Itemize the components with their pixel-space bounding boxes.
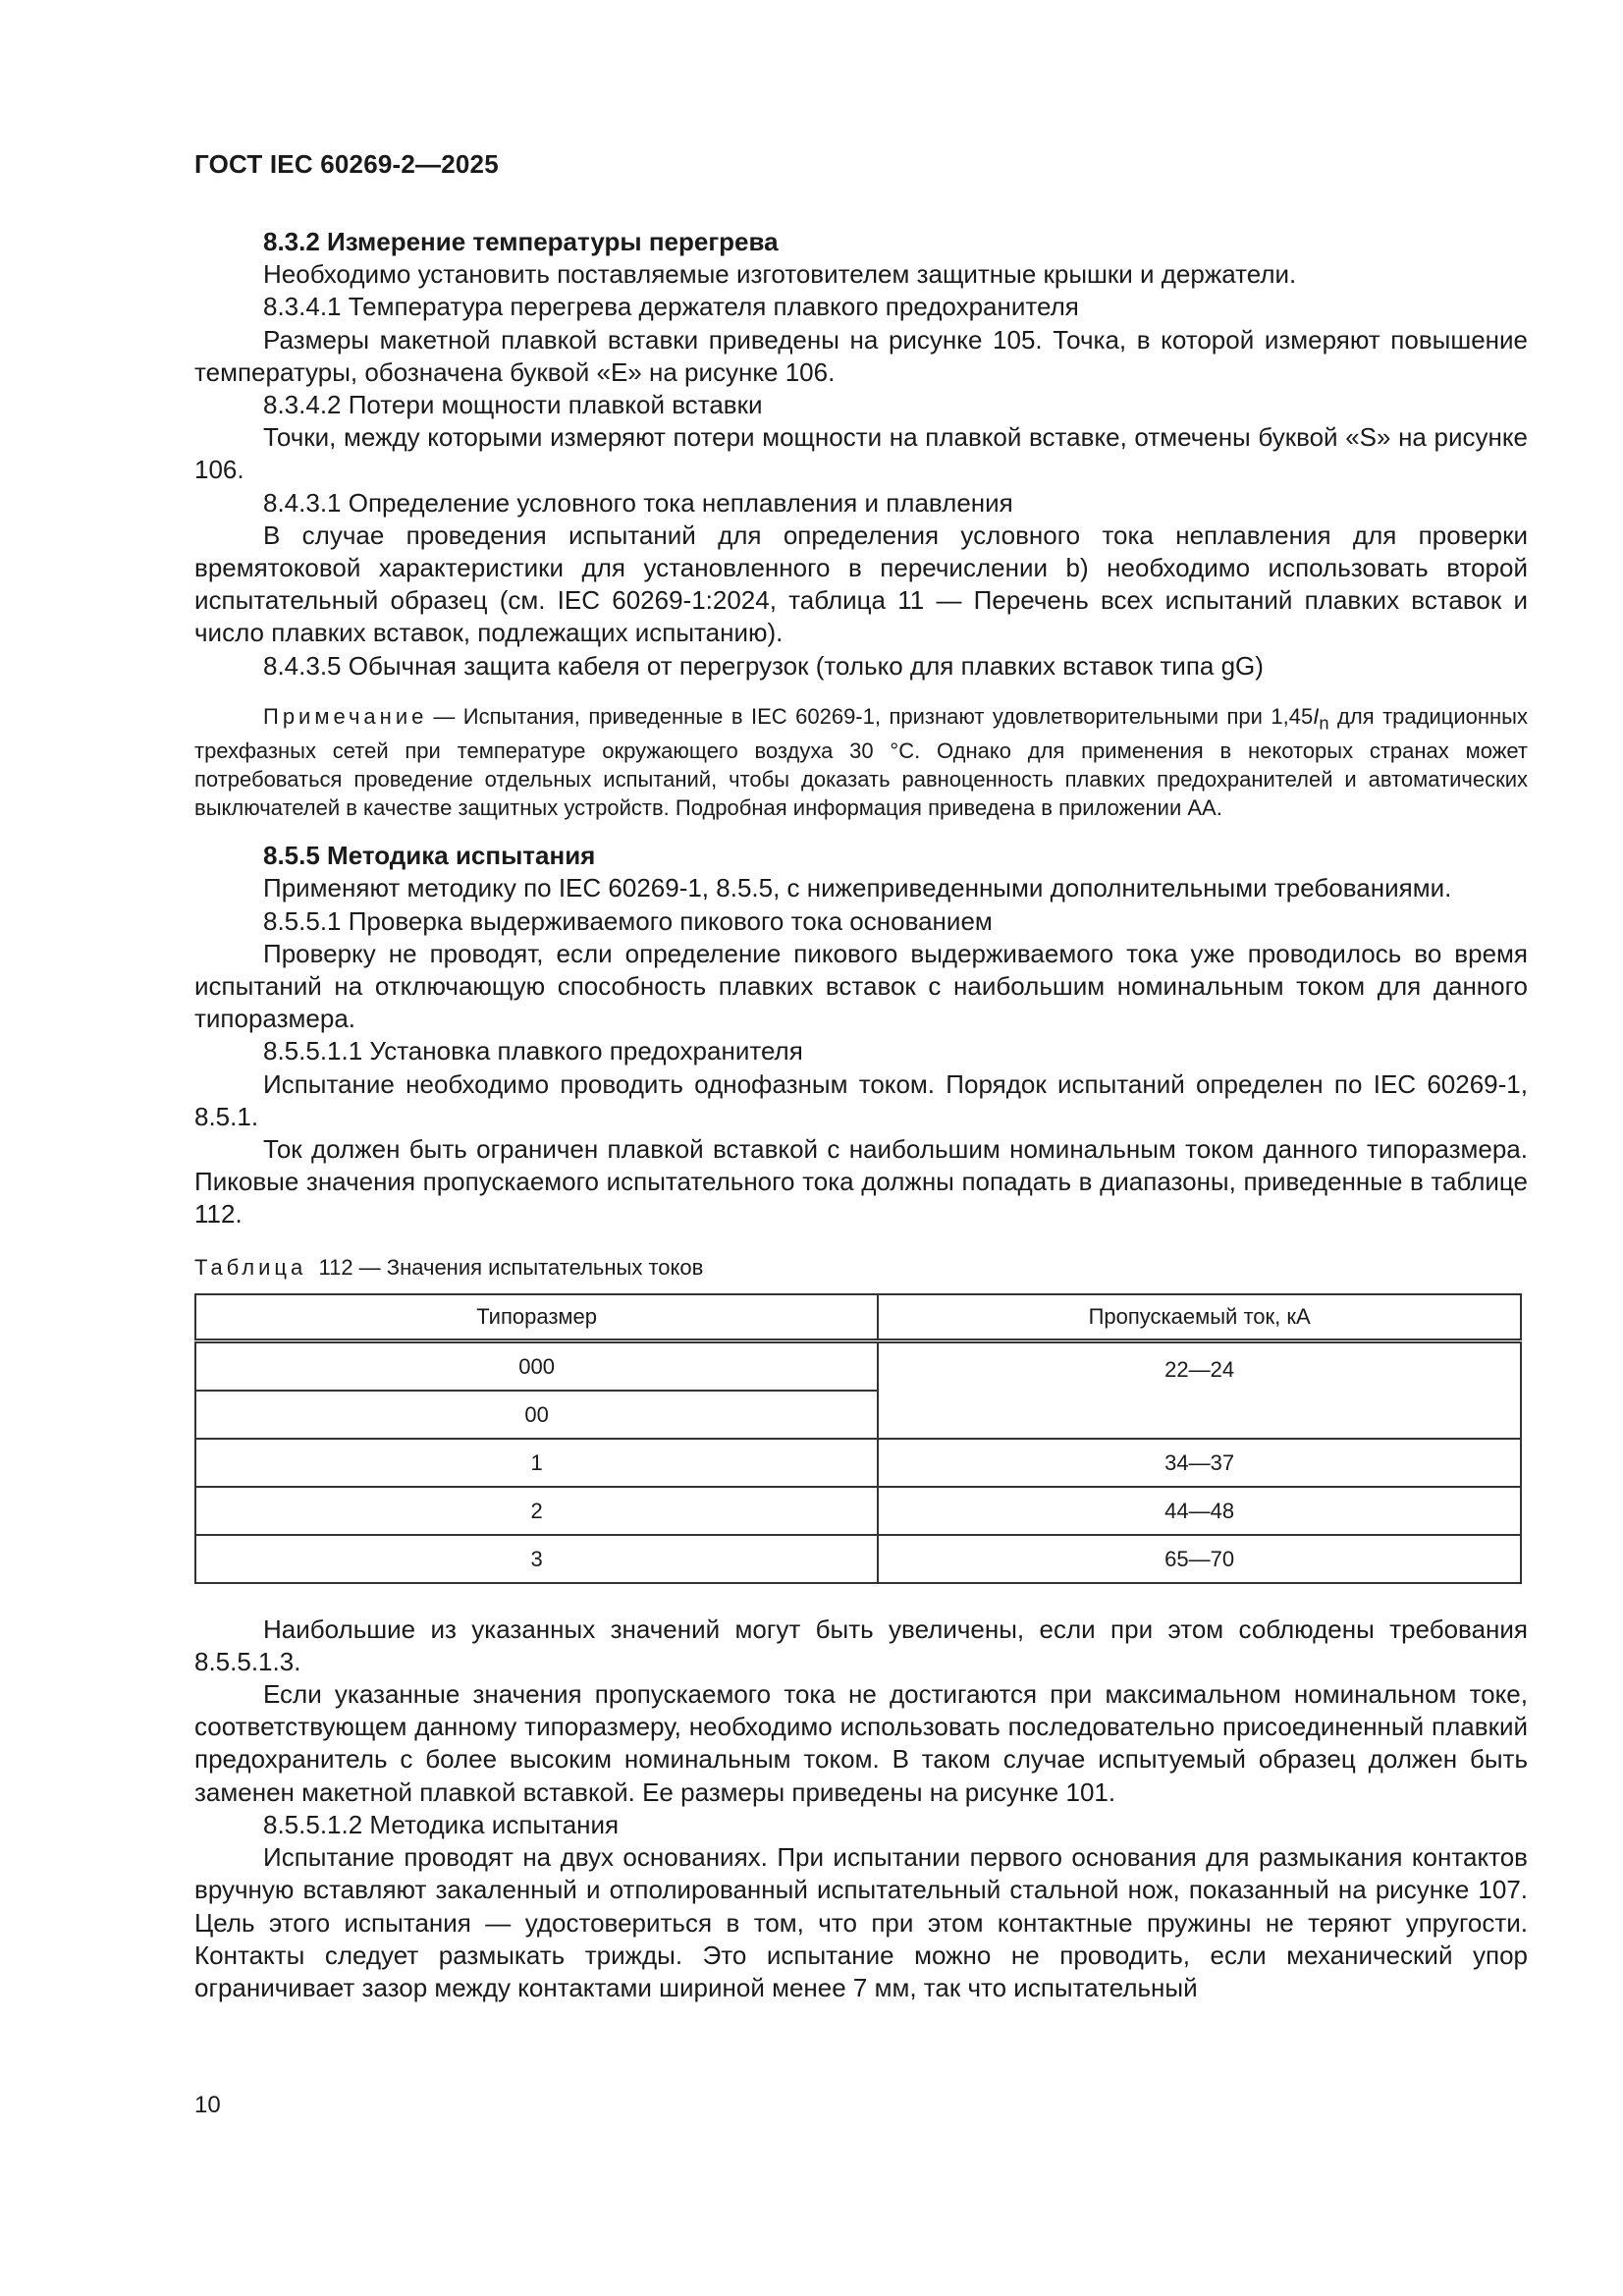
subsection-title: 8.3.4.2 Потери мощности плавкой вставки [263, 390, 763, 420]
note-text-after: для традиционных трехфазных сетей при температуре окружающего воздуха 30 °С. Однако для применения в некоторых странах может потребоваться проведение отдельных испытаний, чтобы доказать равноценность плавких предохранителей и автоматических выключателей в качестве защитных устройств. Подробная информация приведена в приложении АА. [194, 703, 1528, 821]
table-caption [194, 1253, 1528, 1282]
table-cell-size: 000 [195, 1340, 878, 1391]
table-header-cell: Типоразмер [195, 1294, 878, 1341]
paragraph: Применяют методику по IEC 60269-1, 8.5.5, с нижеприведенными дополнительными требованиями. [263, 873, 1452, 903]
table-cell-size: 00 [195, 1391, 878, 1439]
paragraph: Необходимо установить поставляемые изготовителем защитные крышки и держатели. [263, 259, 1297, 290]
table-row [195, 1340, 1521, 1391]
test-current-table [194, 1293, 1522, 1584]
note-text-before: — Испытания, приведенные в IEC 60269-1, признают удовлетворительными при 1,45 [433, 703, 1314, 729]
document-header: ГОСТ IEC 60269-2—2025 [194, 149, 499, 179]
section-heading: 8.3.2 Измерение температуры перегрева [263, 227, 779, 256]
table-caption-label: Таблица [194, 1254, 307, 1280]
subsection-title: 8.5.5.1.2 Методика испытания [263, 1809, 620, 1839]
table-cell-current: 34—37 [878, 1439, 1521, 1487]
note-label: Примечание [263, 703, 428, 729]
table-cell-size: 1 [195, 1439, 878, 1487]
table-row [195, 1439, 1521, 1487]
subsection-title: 8.5.5.1.1 Установка плавкого предохранителя [263, 1036, 803, 1066]
subsection-title: 8.3.4.1 Температура перегрева держателя плавкого предохранителя [263, 292, 1079, 322]
paragraph: Наибольшие из указанных значений могут быть увеличены, если при этом соблюдены требования 8.5.5.1.3. [194, 1613, 1528, 1676]
table-header-row [195, 1294, 1521, 1341]
section-heading: 8.5.5 Методика испытания [263, 841, 596, 871]
paragraph: Испытание необходимо проводить однофазным током. Порядок испытаний определен по IEC 60269-1, 8.5.1. [194, 1068, 1528, 1131]
table-header-cell: Пропускаемый ток, кА [878, 1294, 1521, 1341]
table-cell-current: 22—24 [878, 1340, 1521, 1439]
table-row [195, 1535, 1521, 1583]
note-subscript: n [1319, 712, 1329, 734]
table-cell-current: 65—70 [878, 1535, 1521, 1583]
paragraph: Точки, между которыми измеряют потери мощности на плавкой вставке, отмечены буквой «S» на рисунке 106. [194, 422, 1528, 485]
note [194, 702, 1528, 822]
paragraph: В случае проведения испытаний для определения условного тока неплавления для проверки времятоковой характеристики для установленного в перечислении b) необходимо использовать второй испытательный образец (см. IEC 60269-1:2024, таблица 11 — Перечень всех испытаний плавких вставок и число плавких вставок, подлежащих испытанию). [194, 519, 1528, 648]
paragraph: Проверку не проводят, если определение пикового выдерживаемого тока уже проводилось во время испытаний на отключающую способность плавких вставок с наибольшим номинальным током для данного типоразмера. [194, 938, 1528, 1034]
subsection-title: 8.5.5.1 Проверка выдерживаемого пикового тока основанием [263, 905, 993, 936]
subsection-title: 8.4.3.1 Определение условного тока неплавления и плавления [263, 487, 1013, 518]
table-cell-size: 3 [195, 1535, 878, 1583]
page-content [194, 226, 1528, 2004]
paragraph: Размеры макетной плавкой вставки приведены на рисунке 105. Точка, в которой измеряют повышение температуры, обозначена буквой «Е» на рисунке 106. [194, 324, 1528, 387]
page-number: 10 [194, 2092, 221, 2118]
table-cell-size: 2 [195, 1487, 878, 1535]
paragraph: Если указанные значения пропускаемого тока не достигаются при максимальном номинальном токе, соответствующем данному типоразмеру, необходимо использовать последовательно присоединенный плавкий предохранитель с более высоким номинальным током. В таком случае испытуемый образец должен быть заменен макетной плавкой вставкой. Ее размеры приведены на рисунке 101. [194, 1679, 1528, 1807]
subsection-title: 8.4.3.5 Обычная защита кабеля от перегрузок (только для плавких вставок типа gG) [263, 650, 1264, 681]
table-row [195, 1487, 1521, 1535]
table-caption-text: 112 — Значения испытательных токов [318, 1254, 704, 1280]
table-cell-current: 44—48 [878, 1487, 1521, 1535]
note-symbol: I [1313, 703, 1320, 729]
paragraph: Испытание проводят на двух основаниях. При испытании первого основания для размыкания контактов вручную вставляют закаленный и отполированный испытательный стальной нож, показанный на рисунке 107. Цель этого испытания — удостовериться в том, что при этом контактные пружины не теряют упругости. Контакты следует размыкать трижды. Это испытание можно не проводить, если механический упор ограничивает зазор между контактами шириной менее 7 мм, так что испытательный [194, 1842, 1528, 2002]
paragraph: Ток должен быть ограничен плавкой вставкой с наибольшим номинальным током данного типоразмера. Пиковые значения пропускаемого испытательного тока должны попадать в диапазоны, приведенные в таблице 112. [194, 1134, 1528, 1230]
